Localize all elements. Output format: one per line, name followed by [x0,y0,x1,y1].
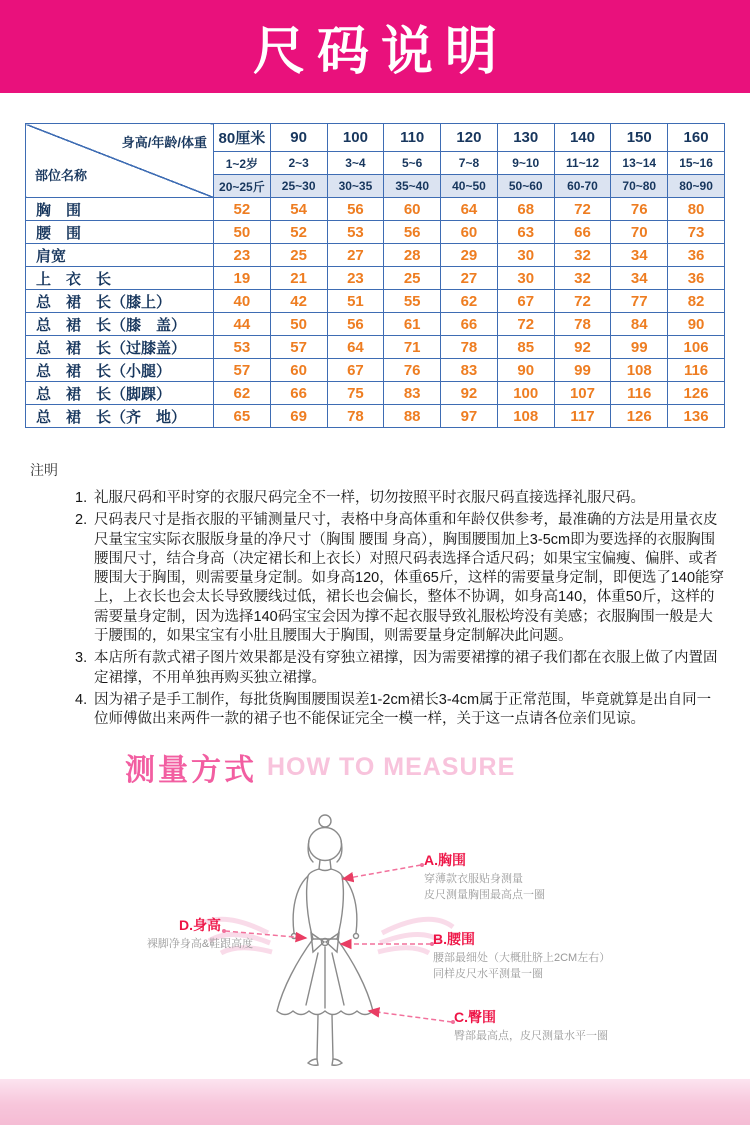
value-cell: 106 [668,336,725,359]
weight-header-cell: 20~25斤 [214,175,271,198]
corner-bottom-label: 部位名称 [35,168,88,183]
corner-top-label: 身高/年龄/体重 [121,135,207,150]
row-label-cell: 总 裙 长（膝 盖） [26,313,214,336]
annotation-hip-label: C.臀围 [454,1009,496,1026]
value-cell: 27 [441,267,498,290]
age-header-cell: 11~12 [554,152,611,175]
value-cell: 30 [497,244,554,267]
value-cell: 60 [384,198,441,221]
note-item [75,691,725,730]
table-row [26,267,725,290]
note-number: 3. [75,650,88,667]
value-cell: 36 [668,244,725,267]
row-label-cell: 总 裙 长（小腿） [26,359,214,382]
value-cell: 83 [441,359,498,382]
annotation-height-label: D.身高 [179,917,221,934]
value-cell: 63 [497,221,554,244]
size-header-cell: 160 [668,124,725,152]
value-cell: 25 [384,267,441,290]
value-cell: 70 [611,221,668,244]
value-cell: 72 [554,290,611,313]
value-cell: 68 [497,198,554,221]
size-header-row [26,124,725,152]
table-row [26,336,725,359]
value-cell: 78 [441,336,498,359]
value-cell: 51 [327,290,384,313]
age-header-cell: 7~8 [441,152,498,175]
value-cell: 56 [384,221,441,244]
value-cell: 117 [554,405,611,428]
note-item [75,649,725,688]
annotation-height-desc-1: 裸脚净身高&鞋跟高度 [146,938,254,951]
value-cell: 116 [668,359,725,382]
value-cell: 62 [214,382,271,405]
value-cell: 65 [214,405,271,428]
annotation-waist-desc-2: 同样皮尺水平测量一圈 [433,968,543,981]
note-text: 礼服尺码和平时穿的衣服尺码完全不一样，切勿按照平时衣服尺码直接选择礼服尺码。 [94,490,645,506]
table-row [26,359,725,382]
value-cell: 73 [668,221,725,244]
table-row [26,382,725,405]
value-cell: 54 [270,198,327,221]
size-header-cell: 140 [554,124,611,152]
hip-leader-line [369,1011,452,1022]
note-number: 1. [75,490,88,506]
value-cell: 67 [497,290,554,313]
value-cell: 52 [270,221,327,244]
note-text: 本店所有款式裙子图片效果都是没有穿独立裙撑，因为需要裙撑的裙子我们都在衣服上做了内置固定裙撑，不用单独再购买独立裙撑。 [94,650,718,686]
notes-section [0,446,750,729]
age-header-cell: 1~2岁 [214,152,271,175]
size-header-cell: 130 [497,124,554,152]
value-cell: 107 [554,382,611,405]
footer-band [0,1079,750,1125]
value-cell: 126 [668,382,725,405]
value-cell: 64 [441,198,498,221]
size-guide-banner [0,0,750,93]
value-cell: 72 [497,313,554,336]
value-cell: 62 [441,290,498,313]
row-label-cell: 腰 围 [26,221,214,244]
value-cell: 44 [214,313,271,336]
value-cell: 29 [441,244,498,267]
value-cell: 90 [668,313,725,336]
note-item [75,489,725,508]
age-header-cell: 2~3 [270,152,327,175]
value-cell: 69 [270,405,327,428]
annotation-chest-desc-2: 皮尺测量胸围最高点一圈 [424,889,545,902]
table-row [26,313,725,336]
annotation-chest-desc-1: 穿薄款衣服贴身测量 [424,873,523,886]
value-cell: 36 [668,267,725,290]
notes-list [30,489,725,729]
value-cell: 67 [327,359,384,382]
measure-title [125,745,750,789]
value-cell: 42 [270,290,327,313]
size-header-cell: 150 [611,124,668,152]
value-cell: 56 [327,198,384,221]
age-header-cell: 3~4 [327,152,384,175]
table-row [26,198,725,221]
row-label-cell: 肩宽 [26,244,214,267]
value-cell: 97 [441,405,498,428]
value-cell: 90 [497,359,554,382]
value-cell: 136 [668,405,725,428]
chest-leader-line [343,865,421,879]
value-cell: 32 [554,267,611,290]
value-cell: 116 [611,382,668,405]
weight-header-cell: 50~60 [497,175,554,198]
value-cell: 85 [497,336,554,359]
value-cell: 126 [611,405,668,428]
row-label-cell: 总 裙 长（脚踝） [26,382,214,405]
size-header-cell: 110 [384,124,441,152]
annotation-hip [454,1007,608,1043]
annotation-hip-desc-1: 臀部最高点，皮尺测量水平一圈 [454,1030,608,1043]
value-cell: 30 [497,267,554,290]
value-cell: 108 [611,359,668,382]
value-cell: 27 [327,244,384,267]
age-header-cell: 9~10 [497,152,554,175]
table-corner-cell [26,124,214,198]
row-label-cell: 总 裙 长（过膝盖） [26,336,214,359]
value-cell: 92 [554,336,611,359]
value-cell: 66 [441,313,498,336]
value-cell: 34 [611,267,668,290]
weight-header-cell: 25~30 [270,175,327,198]
value-cell: 52 [214,198,271,221]
annotation-waist [433,929,610,981]
table-row [26,244,725,267]
annotation-chest [424,850,545,902]
value-cell: 55 [384,290,441,313]
size-table-section [0,93,750,446]
weight-header-cell: 30~35 [327,175,384,198]
value-cell: 99 [611,336,668,359]
row-label-cell: 上 衣 长 [26,267,214,290]
value-cell: 84 [611,313,668,336]
annotation-height [120,915,280,951]
row-label-cell: 总 裙 长（齐 地） [26,405,214,428]
row-label-cell: 胸 围 [26,198,214,221]
value-cell: 78 [327,405,384,428]
value-cell: 53 [214,336,271,359]
value-cell: 40 [214,290,271,313]
weight-header-cell: 80~90 [668,175,725,198]
value-cell: 23 [327,267,384,290]
value-cell: 100 [497,382,554,405]
age-header-cell: 15~16 [668,152,725,175]
value-cell: 34 [611,244,668,267]
table-row [26,221,725,244]
value-cell: 21 [270,267,327,290]
note-number: 4. [75,691,88,708]
measure-title-en: HOW TO MEASURE [267,752,516,781]
note-text: 尺码表尺寸是指衣服的平铺测量尺寸，表格中身高体重和年龄仅供参考，最准确的方法是用量衣皮尺量宝宝实际衣服版身量的净尺寸（胸围 腰围 身高），胸围腰围加上3-5cm即为要选择的衣服胸围腰围尺寸，结合身高（决定裙长和上衣长）对照尺码表选择合适尺码；如果宝宝偏瘦、偏胖、或者腰围大于胸围，则需要量身定制。如身高120，体重65斤，这样的需要量身定制，即便选了140能穿上，上衣长也会太长导致腰线过低，裙长也会偏长，整体不协调，如身高140，体重50斤，这样的需要量身定制，因为选择140码宝宝会因为撑不起衣服导致礼服松垮没有美感；衣服胸围一般是大于腰围的，如果宝宝有小肚且腰围大于胸围，则需要量身定制解决此问题。 [94,512,725,644]
note-text: 因为裙子是手工制作，每批货胸围腰围误差1-2cm裙长3-4cm属于正常范围，毕竟就算是出自同一位师傅做出来两件一款的裙子也不能保证完全一模一样，关于这一点请各位亲们见谅。 [94,691,712,728]
age-header-cell: 5~6 [384,152,441,175]
value-cell: 60 [270,359,327,382]
value-cell: 66 [554,221,611,244]
age-header-cell: 13~14 [611,152,668,175]
girl-figure-drawing [277,815,373,1065]
value-cell: 19 [214,267,271,290]
value-cell: 60 [441,221,498,244]
value-cell: 66 [270,382,327,405]
size-table-head [26,124,725,198]
value-cell: 77 [611,290,668,313]
value-cell: 88 [384,405,441,428]
page-title: 尺码说明 [252,23,509,81]
value-cell: 75 [327,382,384,405]
value-cell: 99 [554,359,611,382]
value-cell: 108 [497,405,554,428]
value-cell: 50 [270,313,327,336]
value-cell: 23 [214,244,271,267]
annotation-waist-label: B.腰围 [433,931,475,948]
size-header-cell: 80厘米 [214,124,271,152]
value-cell: 80 [668,198,725,221]
value-cell: 76 [611,198,668,221]
value-cell: 92 [441,382,498,405]
value-cell: 57 [270,336,327,359]
value-cell: 32 [554,244,611,267]
measure-title-cn: 测量方式 [125,754,257,788]
size-table-body [26,198,725,428]
value-cell: 71 [384,336,441,359]
note-item [75,511,725,646]
value-cell: 28 [384,244,441,267]
table-row [26,405,725,428]
value-cell: 76 [384,359,441,382]
value-cell: 56 [327,313,384,336]
measure-diagram-svg [25,805,725,1105]
value-cell: 50 [214,221,271,244]
weight-header-cell: 60-70 [554,175,611,198]
measure-section [0,745,750,1105]
size-table [25,123,725,428]
value-cell: 25 [270,244,327,267]
notes-title: 注明 [30,462,58,478]
value-cell: 53 [327,221,384,244]
value-cell: 78 [554,313,611,336]
measure-figure [25,805,725,1105]
weight-header-cell: 40~50 [441,175,498,198]
size-header-cell: 100 [327,124,384,152]
weight-header-cell: 70~80 [611,175,668,198]
size-header-cell: 120 [441,124,498,152]
size-header-cell: 90 [270,124,327,152]
annotation-waist-desc-1: 腰部最细处（大概肚脐上2CM左右） [433,952,611,965]
value-cell: 61 [384,313,441,336]
weight-header-cell: 35~40 [384,175,441,198]
value-cell: 57 [214,359,271,382]
value-cell: 83 [384,382,441,405]
table-row [26,290,725,313]
row-label-cell: 总 裙 长（膝上） [26,290,214,313]
value-cell: 64 [327,336,384,359]
value-cell: 72 [554,198,611,221]
annotation-chest-label: A.胸围 [424,852,466,869]
value-cell: 82 [668,290,725,313]
note-number: 2. [75,512,88,529]
